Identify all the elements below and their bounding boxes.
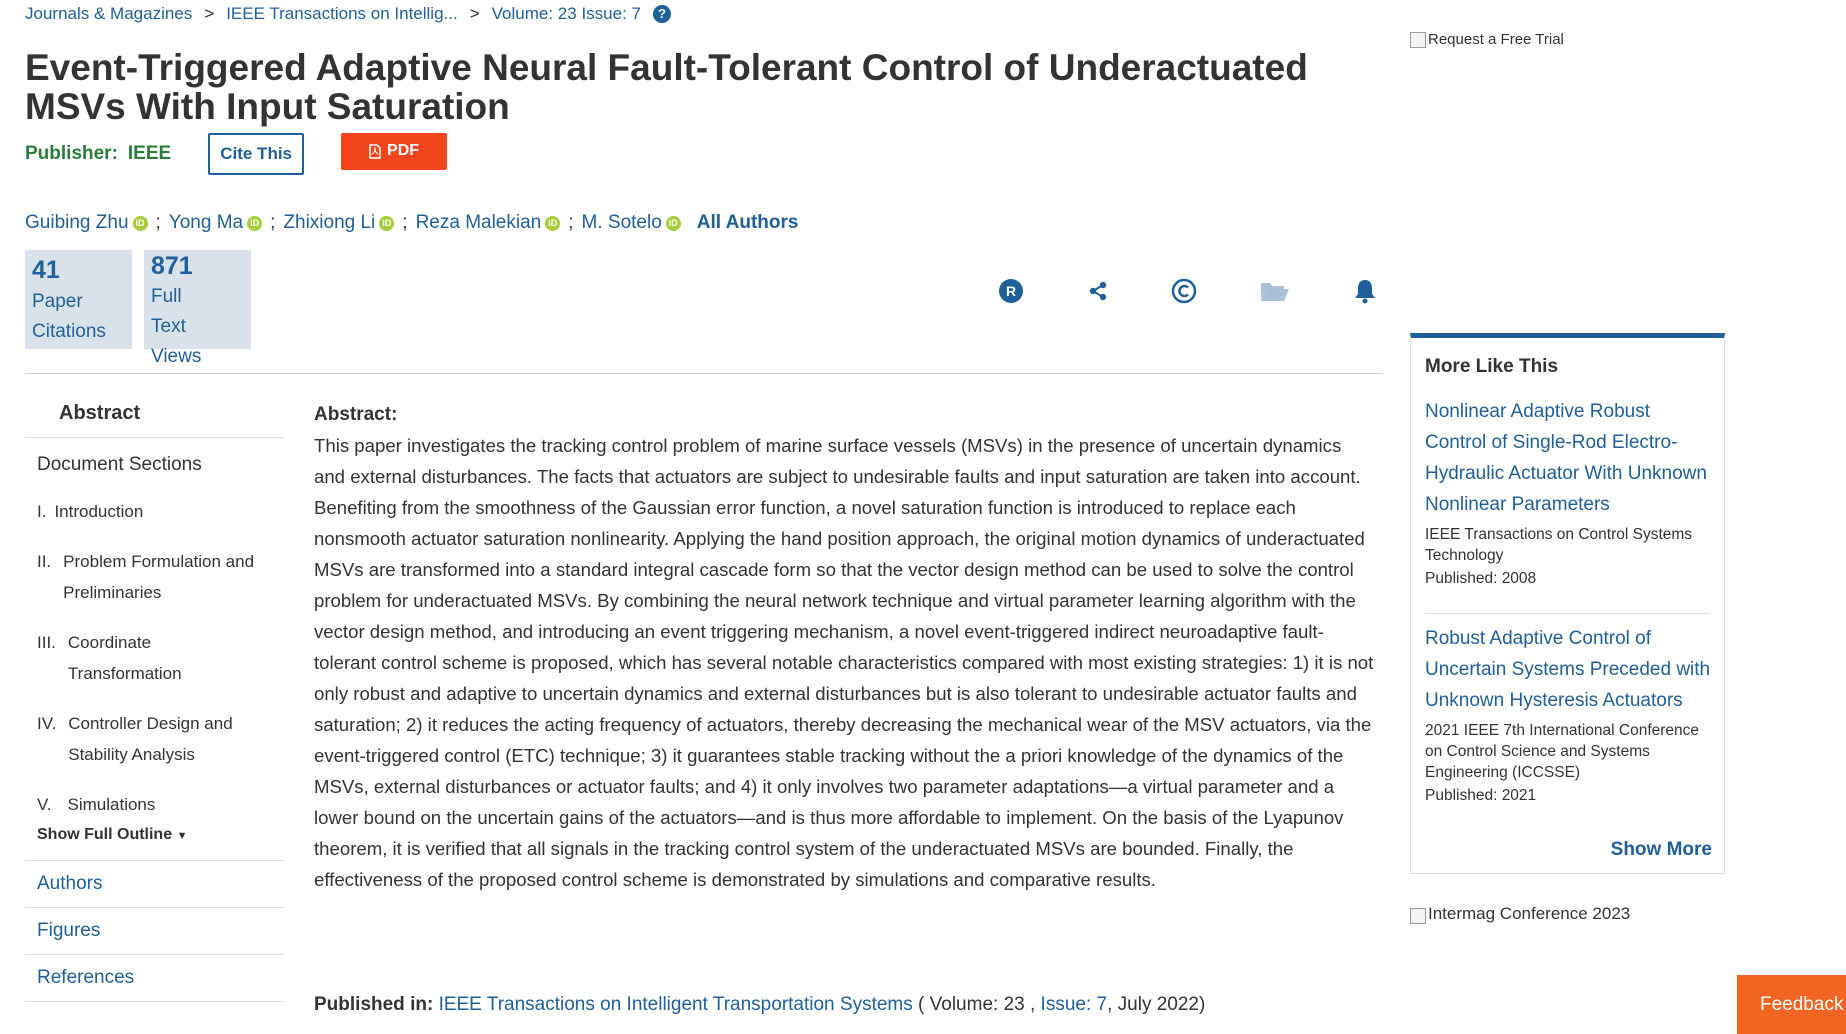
orcid-icon[interactable]: iD bbox=[379, 216, 394, 231]
results-divider bbox=[1425, 613, 1710, 614]
nav-link-authors[interactable]: Authors bbox=[25, 861, 284, 908]
page-title: Event-Triggered Adaptive Neural Fault-Tolerant Control of Underactuated MSVs With Input Saturation bbox=[25, 47, 1308, 127]
nav-section-problem-formulation[interactable]: II. Problem Formulation and Preliminaries bbox=[37, 552, 255, 602]
header-divider bbox=[25, 373, 1383, 374]
abstract-section bbox=[314, 400, 1374, 895]
nav-link-figures[interactable]: Figures bbox=[25, 908, 284, 955]
breadcrumb-separator: > bbox=[204, 4, 215, 23]
alert-bell-icon[interactable] bbox=[1350, 276, 1380, 306]
related-article-date: Published: 2008 bbox=[1425, 570, 1537, 587]
author-separator: ; bbox=[270, 212, 276, 233]
document-nav bbox=[25, 395, 284, 1002]
folder-icon[interactable] bbox=[1260, 276, 1290, 306]
views-count: 871 bbox=[151, 252, 193, 280]
broken-image-icon bbox=[1410, 908, 1426, 924]
author-link[interactable]: Reza Malekian bbox=[415, 212, 542, 233]
pdf-label: PDF bbox=[387, 142, 420, 159]
svg-text:R: R bbox=[1005, 283, 1017, 299]
breadcrumb-publication[interactable]: IEEE Transactions on Intellig... bbox=[226, 4, 458, 23]
abstract-heading: Abstract: bbox=[314, 404, 398, 425]
document-sections-heading: Document Sections bbox=[37, 454, 202, 475]
show-full-outline-button[interactable]: Show Full Outline ▼ bbox=[25, 826, 284, 861]
published-in-label: Published in: bbox=[314, 994, 434, 1015]
feedback-button[interactable]: Feedback bbox=[1737, 975, 1846, 1034]
publisher-row bbox=[25, 133, 447, 175]
related-article-source: IEEE Transactions on Control Systems Technology bbox=[1425, 526, 1693, 564]
related-article bbox=[1425, 396, 1715, 588]
share-icon[interactable] bbox=[1083, 276, 1113, 306]
cite-this-button[interactable]: Cite This bbox=[208, 133, 304, 175]
related-article-date: Published: 2021 bbox=[1425, 787, 1537, 804]
breadcrumb bbox=[25, 4, 671, 24]
broken-image-icon bbox=[1410, 32, 1426, 48]
published-in bbox=[314, 994, 1205, 1016]
issue-link[interactable]: Issue: 7 bbox=[1040, 994, 1108, 1015]
orcid-icon[interactable]: iD bbox=[666, 216, 681, 231]
nav-item-abstract[interactable]: Abstract bbox=[25, 395, 284, 438]
date-text: , July 2022) bbox=[1107, 994, 1206, 1015]
author-list bbox=[25, 212, 798, 234]
related-article bbox=[1425, 623, 1715, 805]
more-like-this-heading: More Like This bbox=[1425, 356, 1559, 377]
pdf-icon bbox=[369, 144, 381, 159]
author-separator: ; bbox=[155, 212, 161, 233]
views-metric[interactable] bbox=[144, 250, 251, 367]
ad-free-trial[interactable]: Request a Free Trial bbox=[1410, 24, 1630, 48]
citations-count: 41 bbox=[32, 256, 60, 284]
rights-icon[interactable] bbox=[996, 276, 1026, 306]
nav-section-controller-design[interactable]: IV. Controller Design and Stability Analysis bbox=[37, 714, 233, 764]
more-like-this-panel bbox=[1410, 333, 1725, 874]
author-link[interactable]: Zhixiong Li bbox=[283, 212, 376, 233]
nav-section-coordinate-transformation[interactable]: III. Coordinate Transformation bbox=[37, 633, 182, 683]
abstract-text: This paper investigates the tracking control problem of marine surface vessels (MSVs) in the presence of uncertain dynamics and external disturbances. The facts that actuators are subject to undesirable faults and input saturation are taken into account. Benefiting from the smoothness of the Gaussian error function, a novel saturation function is introduced to replace each nonsmooth actuator saturation nonlinearity. Applying the hand position approach, the original motion dynamics of underactuated MSVs are transformed into a standard integral cascade form so that the vector design method can be used to solve the control problem for underactuated MSVs. By combining the neural network technique and virtual parameter learning algorithm with the vector design method, and introducing an event triggering mechanism, a novel event-triggered indirect neuroadaptive fault-tolerant control scheme is proposed, which has several notable characteristics compared with most existing strategies: 1) it is not only robust and adaptive to uncertain dynamics and external disturbances but is also tolerant to undesirable actuator faults and saturation; 2) it reduces the acting frequency of actuators, thereby decreasing the mechanical wear of the MSV actuators, via the event-triggered control (ETC) technique; 3) it guarantees stable tracking without the a priori knowledge of the dynamics of the MSVs, external disturbances or actuator faults; and 4) it only involves two parameter adaptations—a virtual parameter and a lower bound on the uncertain gains of the actuators—and is thus more affordable to implement. On the basis of the Lyapunov theorem, it is verified that all signals in the tracking control system of the underactuated MSVs are bounded. Finally, the effectiveness of the proposed control scheme is demonstrated by simulations and comparative results. bbox=[314, 435, 1374, 890]
author-separator: ; bbox=[568, 212, 574, 233]
breadcrumb-journals[interactable]: Journals & Magazines bbox=[25, 4, 193, 23]
publisher-label: Publisher: bbox=[25, 143, 118, 164]
help-icon[interactable]: ? bbox=[653, 5, 671, 23]
views-label: Full Text Views bbox=[151, 286, 202, 367]
breadcrumb-issue[interactable]: Volume: 23 Issue: 7 bbox=[491, 4, 641, 23]
orcid-icon[interactable]: iD bbox=[247, 216, 262, 231]
ad-intermag-conference[interactable]: Intermag Conference 2023 bbox=[1410, 896, 1650, 924]
nav-section-simulations[interactable]: V. Simulations bbox=[37, 795, 156, 814]
volume-text: ( Volume: 23 , bbox=[912, 994, 1041, 1015]
orcid-icon[interactable]: iD bbox=[133, 216, 148, 231]
citations-label: Paper Citations bbox=[32, 291, 106, 342]
caret-down-icon: ▼ bbox=[176, 830, 188, 842]
publisher-name: IEEE bbox=[127, 143, 172, 164]
author-link[interactable]: M. Sotelo bbox=[581, 212, 662, 233]
orcid-icon[interactable]: iD bbox=[545, 216, 560, 231]
journal-link[interactable]: IEEE Transactions on Intelligent Transportation Systems bbox=[438, 994, 913, 1015]
nav-section-introduction[interactable]: I. Introduction bbox=[37, 502, 144, 521]
breadcrumb-separator: > bbox=[469, 4, 480, 23]
related-article-title[interactable]: Robust Adaptive Control of Uncertain Systems Preceded with Unknown Hysteresis Actuators bbox=[1425, 628, 1711, 711]
nav-link-references[interactable]: References bbox=[25, 955, 284, 1002]
copyright-icon[interactable] bbox=[1169, 276, 1199, 306]
all-authors-link[interactable]: All Authors bbox=[696, 212, 799, 233]
author-separator: ; bbox=[402, 212, 408, 233]
author-link[interactable]: Yong Ma bbox=[168, 212, 244, 233]
author-link[interactable]: Guibing Zhu bbox=[25, 212, 129, 233]
show-more-button[interactable]: Show More bbox=[1610, 839, 1712, 860]
related-article-title[interactable]: Nonlinear Adaptive Robust Control of Single-Rod Electro-Hydraulic Actuator With Unknown Nonlinear Parameters bbox=[1425, 401, 1707, 515]
related-article-source: 2021 IEEE 7th International Conference on Control Science and Systems Engineering (ICCSSE) bbox=[1425, 722, 1700, 781]
citations-metric[interactable] bbox=[25, 250, 132, 349]
pdf-button[interactable] bbox=[341, 133, 447, 170]
